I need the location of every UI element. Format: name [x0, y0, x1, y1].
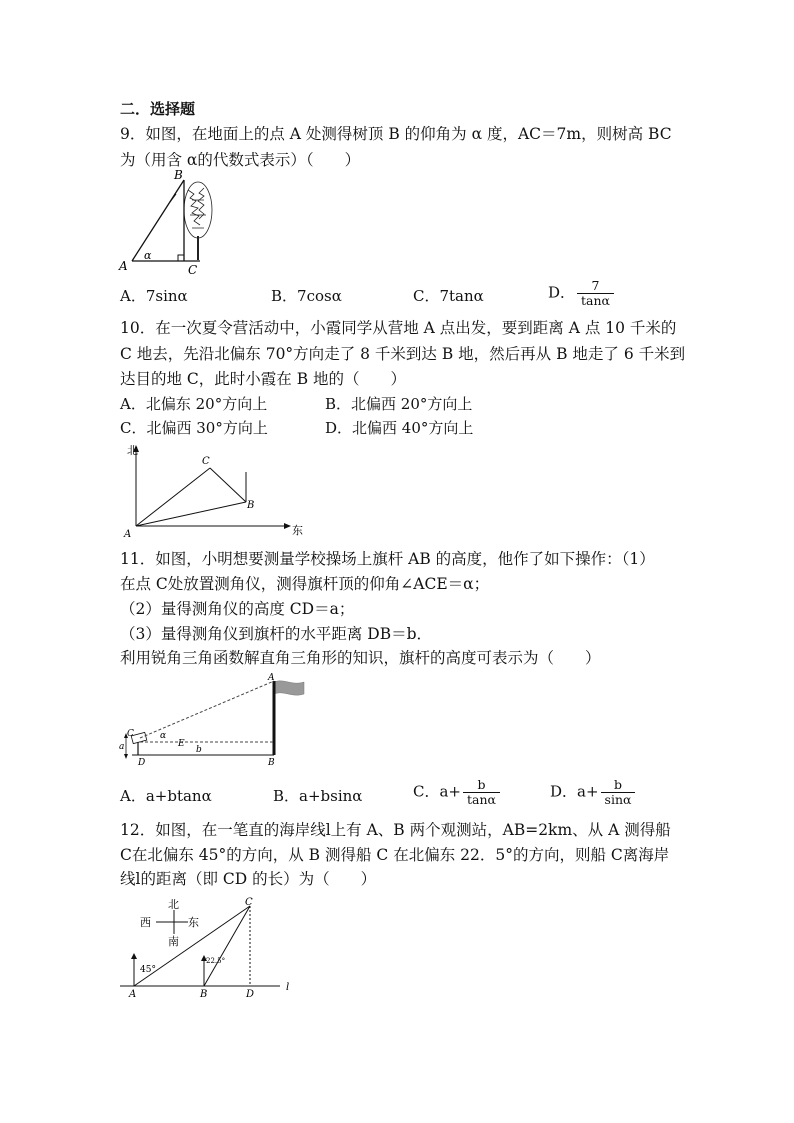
- q10-option-c[interactable]: C．北偏西 30°方向上: [120, 419, 268, 437]
- q10-path-cb: [210, 468, 246, 502]
- q12-north-arrow-a-icon: [131, 953, 137, 959]
- q12-label-l: l: [286, 982, 290, 993]
- q11-text-line2: 在点 C处放置测角仪，测得旗杆顶的仰角∠ACE＝α；: [120, 575, 490, 593]
- q9-option-a[interactable]: A．7sinα: [120, 287, 188, 305]
- q11-label-c: C: [127, 729, 134, 739]
- q9-option-d-den: tanα: [577, 293, 614, 308]
- q11-label-seg-a: a: [119, 742, 125, 752]
- q9-option-d-num: 7: [591, 278, 600, 293]
- q9-label-b: B: [174, 168, 183, 182]
- q12-text-line1: 12．如图，在一笔直的海岸线l上有 A、B 两个观测站，AB=2km、从 A 测得船: [120, 821, 671, 839]
- q11-label-e: E: [178, 739, 185, 749]
- q10-label-east: 东: [292, 524, 303, 537]
- q12-label-a: A: [129, 989, 137, 1000]
- q11-option-d-num: b: [613, 777, 622, 792]
- q10-option-a[interactable]: A．北偏东 20°方向上: [120, 395, 268, 413]
- section-title: 二．选择题: [120, 100, 196, 118]
- q9-side-ab: [132, 180, 184, 261]
- q12-label-south: 南: [168, 935, 179, 948]
- q9-figure-tree: [118, 170, 218, 280]
- q12-text-line2: C在北偏东 45°的方向，从 B 测得船 C 在北偏东 22．5°的方向，则船 C离海岸: [120, 846, 670, 864]
- q11-option-c-prefix: C．a+: [413, 782, 461, 801]
- q10-label-a: A: [124, 529, 132, 540]
- q9-option-d-fraction: [577, 279, 614, 308]
- q11-option-a[interactable]: A．a+btanα: [120, 787, 212, 805]
- q11-option-d-den: sinα: [601, 792, 636, 807]
- q11-option-d[interactable]: [550, 778, 635, 807]
- q9-option-b[interactable]: B．7cosα: [271, 287, 342, 305]
- q9-option-d[interactable]: [548, 279, 614, 308]
- q11-option-d-prefix: D．a+: [550, 782, 599, 801]
- q11-sight-line: [140, 681, 274, 738]
- q12-label-22-5: 22.5°: [206, 957, 226, 965]
- q12-label-west: 西: [140, 916, 151, 929]
- q10-option-d[interactable]: D．北偏西 40°方向上: [325, 419, 474, 437]
- flag-icon: [274, 681, 304, 695]
- q11-text-line3: （2）量得测角仪的高度 CD＝a；: [120, 600, 355, 618]
- compass-icon: [140, 898, 199, 948]
- q12-line-bc: [204, 906, 250, 986]
- q9-label-a: A: [119, 259, 128, 273]
- q12-label-c: C: [245, 897, 253, 908]
- q10-label-c: C: [202, 456, 210, 467]
- q11-option-b[interactable]: B．a+bsinα: [273, 787, 363, 805]
- q11-text-line4: （3）量得测角仪到旗杆的水平距离 DB＝b．: [120, 625, 433, 643]
- q11-option-d-fraction: [601, 778, 636, 807]
- q9-label-c: C: [188, 263, 198, 277]
- q10-east-arrow-icon: [284, 523, 291, 529]
- q10-text-line3: 达目的地 C，此时小霞在 B 地的（ ）: [120, 370, 407, 388]
- q10-label-b: B: [247, 500, 255, 511]
- q11-option-c-num: b: [477, 777, 486, 792]
- q12-label-east: 东: [188, 916, 199, 929]
- q10-label-north: 北: [127, 444, 138, 457]
- q10-path-ab: [136, 502, 246, 526]
- q12-label-d: D: [246, 989, 255, 1000]
- q9-text-line2: 为（用含 α的代数式表示）（ ）: [120, 151, 361, 169]
- tree-icon: [184, 182, 212, 260]
- q11-text-line1: 11．如图，小明想要测量学校操场上旗杆 AB 的高度，他作了如下操作：（1）: [120, 550, 655, 568]
- q10-text-line1: 10．在一次夏令营活动中，小霞同学从营地 A 点出发，要到距离 A 点 10 千米的: [120, 319, 677, 337]
- q9-text-line1: 9．如图，在地面上的点 A 处测得树顶 B 的仰角为 α 度，AC＝7m，则树高 BC: [120, 125, 672, 143]
- q11-label-seg-b: b: [196, 745, 202, 755]
- q10-figure-route: [120, 442, 310, 538]
- q10-path-ac: [136, 468, 210, 526]
- q12-label-b: B: [200, 989, 208, 1000]
- q12-text-line3: 线l的距离（即 CD 的长）为（ ）: [120, 870, 377, 888]
- q11-label-b: B: [268, 758, 275, 768]
- q11-option-c-fraction: [463, 778, 500, 807]
- q11-label-a: A: [268, 673, 275, 683]
- q9-label-alpha: α: [144, 249, 152, 262]
- q11-label-alpha: α: [160, 731, 167, 741]
- q12-label-45: 45°: [140, 965, 156, 975]
- q9-option-c[interactable]: C．7tanα: [413, 287, 484, 305]
- q11-option-c-den: tanα: [463, 792, 500, 807]
- q12-label-north: 北: [168, 898, 179, 911]
- q11-option-c[interactable]: [413, 778, 500, 807]
- q9-option-d-prefix: D．: [548, 283, 576, 302]
- q11-label-d: D: [138, 758, 146, 768]
- q11-figure-flagpole: [118, 672, 318, 772]
- q10-text-line2: C 地去，先沿北偏东 70°方向走了 8 千米到达 B 地，然后再从 B 地走了 6 千米到: [120, 345, 686, 363]
- q12-figure-coast: [120, 896, 310, 1000]
- q11-text-line5: 利用锐角三角函数解直角三角形的知识，旗杆的高度可表示为（ ）: [120, 649, 601, 667]
- q10-option-b[interactable]: B．北偏西 20°方向上: [325, 395, 473, 413]
